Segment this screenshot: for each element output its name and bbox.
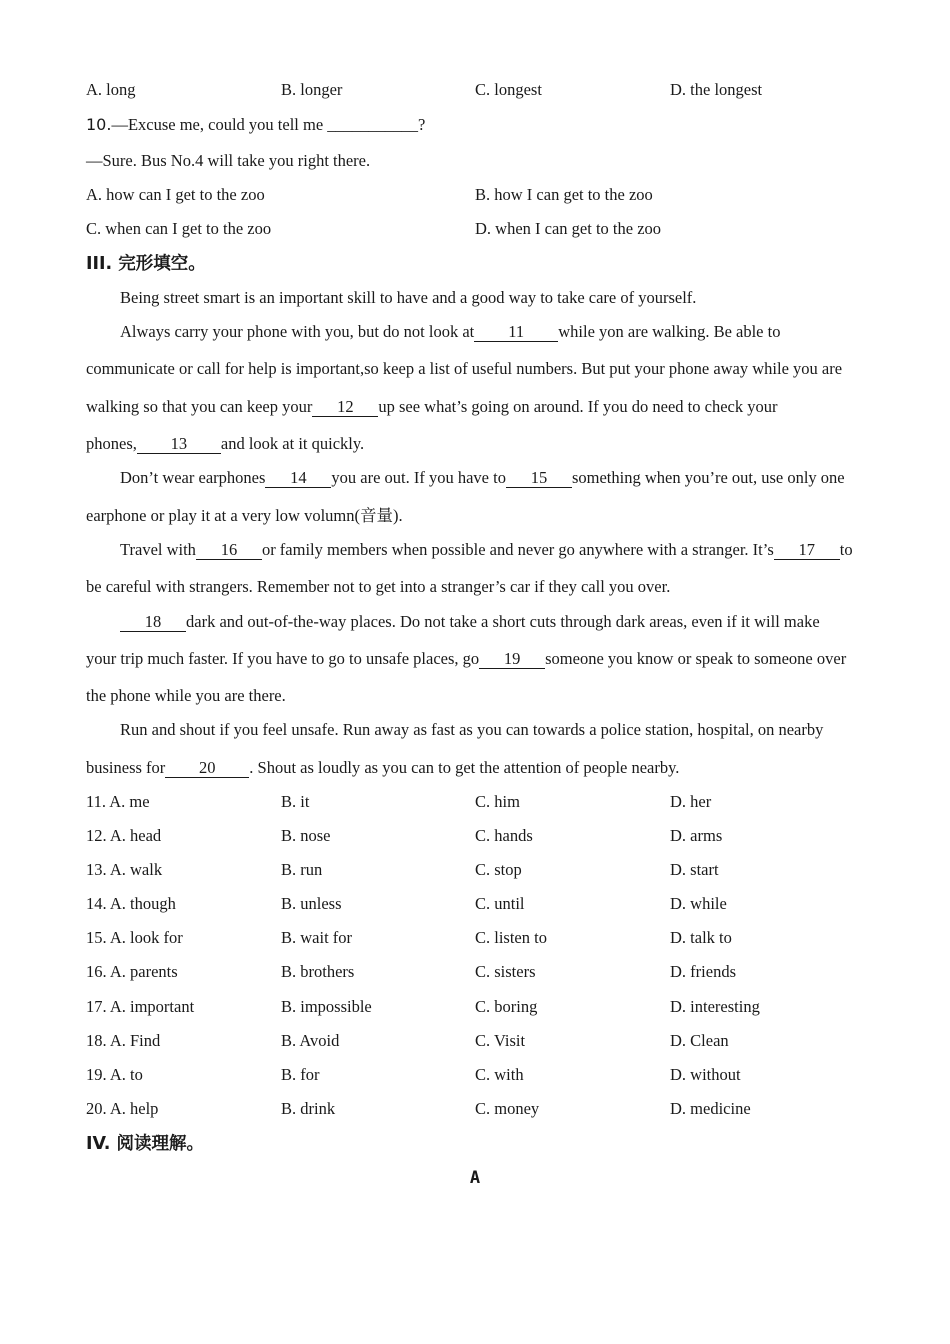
blank-16: 16: [196, 540, 262, 560]
option-a: 14. A. though: [86, 894, 176, 913]
passage-p2-line3: [86, 396, 777, 418]
passage-p2-line4: [86, 433, 364, 455]
option-a: 11. A. me: [86, 792, 150, 811]
option-d: D. Clean: [670, 1031, 729, 1050]
passage-p3-line1: [120, 467, 845, 489]
option-c: C. him: [475, 792, 520, 811]
passage-p6-line2: [86, 757, 679, 779]
option-d: D. interesting: [670, 997, 760, 1016]
passage-text: . Shout as loudly as you can to get the attention of people nearby.: [249, 758, 680, 777]
option-d: D. while: [670, 894, 727, 913]
q10-option-c: C. when can I get to the zoo: [86, 219, 272, 238]
option-b: B. brothers: [281, 962, 355, 981]
passage-text: or family members when possible and never go anywhere with a stranger. It’s: [261, 540, 774, 559]
q9-option-d: D. the longest: [670, 80, 763, 99]
passage-text: Travel with: [120, 540, 196, 559]
option-a: 20. A. help: [86, 1099, 159, 1118]
passage-text: Don’t wear earphones: [120, 468, 266, 487]
passage-text: something when you’re out, use only one: [571, 468, 845, 487]
option-b: B. nose: [281, 826, 331, 845]
passage-text: you are out. If you have to: [331, 468, 506, 487]
blank-11: 11: [474, 322, 558, 342]
q10-option-a: A. how can I get to the zoo: [86, 185, 265, 204]
q10-option-d: D. when I can get to the zoo: [475, 219, 662, 238]
option-b: B. impossible: [281, 997, 372, 1016]
option-d: D. without: [670, 1065, 741, 1084]
option-d: D. start: [670, 860, 719, 879]
option-a: 19. A. to: [86, 1065, 143, 1084]
option-b: B. unless: [281, 894, 342, 913]
option-a: 12. A. head: [86, 826, 162, 845]
blank-15: 15: [506, 468, 572, 488]
q10-reply: —Sure. Bus No.4 will take you right there.: [86, 151, 371, 170]
passage-p5-line2: [86, 648, 846, 670]
option-c: C. with: [475, 1065, 524, 1084]
blank-12: 12: [312, 397, 378, 417]
passage-p5-line3: the phone while you are there.: [86, 686, 286, 705]
blank-18: 18: [120, 612, 186, 632]
q9-option-a: A. long: [86, 80, 136, 99]
passage-p2-line1: [120, 321, 780, 343]
option-d: D. talk to: [670, 928, 732, 947]
blank-20: 20: [165, 758, 249, 778]
option-b: B. Avoid: [281, 1031, 340, 1050]
option-d: D. arms: [670, 826, 723, 845]
passage-p2-line2: communicate or call for help is important,so keep a list of useful numbers. But put your phone away while you are: [86, 359, 843, 378]
option-b: B. it: [281, 792, 310, 811]
option-d: D. friends: [670, 962, 736, 981]
q10-stem: [86, 114, 425, 136]
passage-text: your trip much faster. If you have to go to unsafe places, go: [86, 649, 480, 668]
option-b: B. wait for: [281, 928, 353, 947]
option-c: C. boring: [475, 997, 538, 1016]
passage-text: up see what’s going on around. If you do need to check your: [378, 397, 778, 416]
passage-p4-line1: [120, 539, 853, 561]
passage-p4-line2: be careful with strangers. Remember not to get into a stranger’s car if they call you over.: [86, 577, 671, 596]
option-a: 17. A. important: [86, 997, 195, 1016]
blank-14: 14: [265, 468, 331, 488]
option-c: C. hands: [475, 826, 533, 845]
option-b: B. run: [281, 860, 323, 879]
option-c: C. until: [475, 894, 525, 913]
option-a: 15. A. look for: [86, 928, 183, 947]
option-b: B. drink: [281, 1099, 336, 1118]
passage-p5-line1: [120, 611, 820, 633]
q10-number: 10.: [86, 115, 112, 134]
option-c: C. money: [475, 1099, 540, 1118]
passage-text: to: [839, 540, 853, 559]
option-c: C. listen to: [475, 928, 547, 947]
passage-p3-line2: earphone or play it at a very low volumn(音量).: [86, 506, 403, 525]
option-c: C. stop: [475, 860, 522, 879]
passage-text: and look at it quickly.: [220, 434, 365, 453]
option-d: D. medicine: [670, 1099, 751, 1118]
option-c: C. sisters: [475, 962, 536, 981]
passage-p6-line1: Run and shout if you feel unsafe. Run away as fast as you can towards a police station, hospital, on nearby: [120, 720, 824, 739]
blank-19: 19: [479, 649, 545, 669]
option-d: D. her: [670, 792, 712, 811]
passage-text: phones,: [86, 434, 137, 453]
option-a: 13. A. walk: [86, 860, 163, 879]
q9-option-c: C. longest: [475, 80, 542, 99]
passage-text: walking so that you can keep your: [86, 397, 313, 416]
q10-option-b: B. how I can get to the zoo: [475, 185, 653, 204]
passage-label: A: [469, 1168, 481, 1188]
passage-text: dark and out-of-the-way places. Do not take a short cuts through dark areas, even if it will make: [186, 612, 820, 631]
blank-17: 17: [774, 540, 840, 560]
q10-stem-text: —Excuse me, could you tell me ___________?: [111, 115, 426, 134]
option-c: C. Visit: [475, 1031, 526, 1050]
section-3-heading: III. 完形填空。: [86, 254, 206, 274]
option-b: B. for: [281, 1065, 320, 1084]
option-a: 18. A. Find: [86, 1031, 161, 1050]
passage-text: someone you know or speak to someone over: [545, 649, 847, 668]
passage-p1: Being street smart is an important skill to have and a good way to take care of yourself.: [120, 288, 697, 307]
option-a: 16. A. parents: [86, 962, 178, 981]
q9-option-b: B. longer: [281, 80, 343, 99]
passage-text: Always carry your phone with you, but do not look at: [120, 322, 475, 341]
passage-text: business for: [86, 758, 166, 777]
passage-text: while yon are walking. Be able to: [558, 322, 781, 341]
section-4-heading: IV. 阅读理解。: [86, 1134, 205, 1154]
blank-13: 13: [137, 434, 221, 454]
